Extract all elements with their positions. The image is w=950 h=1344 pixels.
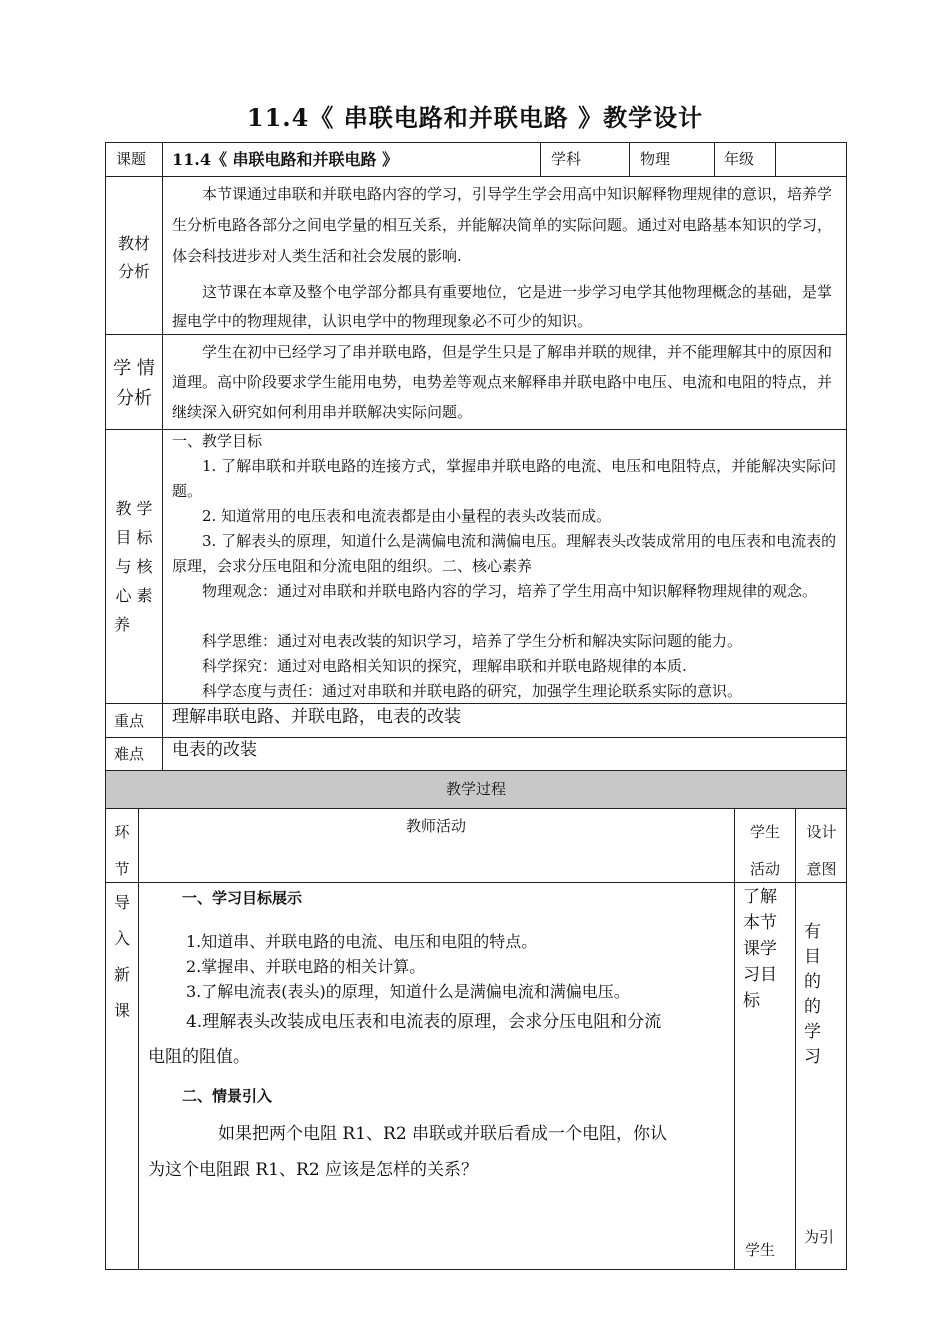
goals-heading: 一、教学目标 [172,432,263,450]
col-student-header-line2: 活动 [749,860,780,878]
intro-section-2-heading: 二、情景引入 [182,1087,273,1105]
material-label [114,230,154,286]
goals-label-line3: 与 核 [115,557,153,576]
core-competency-3: 科学探究：通过对电路相关知识的探究，理解串联和并联电路规律的本质. [202,657,687,675]
key-point-label: 重点 [114,712,145,730]
course-label: 课题 [116,150,147,168]
intro-goal-2: 2.掌握串、并联电路的相关计算。 [186,957,426,976]
col-stage-header-line2: 节 [114,860,130,878]
process-title: 教学过程 [445,780,506,798]
intro-design-intent-bottom: 为引 [804,1228,835,1246]
student-label-line2: 分析 [116,388,152,409]
col-design-header-line1: 设计 [806,823,837,841]
intro-student-activity-bottom: 学生 [745,1241,776,1259]
intro-section-1-heading: 一、学习目标展示 [182,889,303,907]
col-student-header-line1: 学生 [749,823,780,841]
student-analysis-paragraph: 学生在初中已经学习了串并联电路，但是学生只是了解串并联的规律，并不能理解其中的原因和道理。高中阶段要求学生能用电势，电势差等观点来解释串并联电路中电压、电流和电阻的特点，并继续深入研究如何利用串并联解决实际问题。 [172,343,833,421]
goals-label [112,494,156,639]
grade-label: 年级 [724,150,755,168]
goals-label-line4: 心 素 [115,586,153,605]
intro-student-activity: 了解本节课学习目标 [743,887,777,1011]
subject-label: 学科 [551,150,582,168]
goals-label-line1: 教 学 [115,499,153,518]
subject-value: 物理 [640,150,671,168]
intro-goal-4b: 电阻的阻值。 [148,1047,250,1067]
intro-scene-line-a: 如果把两个电阻 R1、R2 串联或并联后看成一个电阻，你认 [218,1124,668,1144]
material-label-line2: 分析 [117,262,150,281]
col-stage-header-line1: 环 [114,823,130,841]
goals-label-line5: 养 [114,615,131,634]
student-analysis-label [112,354,156,414]
intro-design-intent: 有目的的学习 [804,922,821,1067]
goals-label-line2: 目 标 [115,528,153,547]
difficulty-label: 难点 [114,745,145,763]
col-teacher-header: 教师活动 [405,817,466,835]
key-point-value: 理解串联电路、并联电路，电表的改装 [172,707,461,727]
difficulty-value: 电表的改装 [172,740,257,760]
core-competency-1: 物理观念：通过对串联和并联电路内容的学习，培养了学生用高中知识解释物理规律的观念。 [202,582,818,600]
document-title: 11.4《 串联电路和并联电路 》教学设计 [246,103,704,132]
material-paragraph-2: 这节课在本章及整个电学部分都具有重要地位，它是进一步学习电学其他物理概念的基础，是掌握电学中的物理规律，认识电学中的物理现象必不可少的知识。 [172,283,833,330]
col-design-header [796,814,847,888]
intro-stage-label: 导入新课 [113,893,130,1020]
col-student-header [735,814,795,888]
course-title: 11.4《 串联电路和并联电路 》 [172,150,399,169]
core-competency-4: 科学态度与责任：通过对串联和并联电路的研究，加强学生理论联系实际的意识。 [202,682,743,700]
material-paragraph-1: 本节课通过串联和并联电路内容的学习，引导学生学会用高中知识解释物理规律的意识，培养学生分析电路各部分之间电学量的相互关系，并能解决简单的实际问题。通过对电路基本知识的学习，体会科技进步对人类生活和社会发展的影响. [172,185,833,265]
intro-scene-line-b: 为这个电阻跟 R1、R2 应该是怎样的关系？ [148,1160,479,1180]
student-label-line1: 学 情 [113,358,155,379]
goal-item-2: 2. 知道常用的电压表和电流表都是由小量程的表头改装而成。 [202,507,612,525]
goal-item-3: 3. 了解表头的原理，知道什么是满偏电流和满偏电压。理解表头改装成常用的电压表和电流表的原理，会求分压电阻和分流电阻的组织。二、核心素养 [172,532,837,575]
col-design-header-line2: 意图 [806,860,837,878]
col-stage-header [106,814,138,888]
goal-item-1: 1. 了解串联和并联电路的连接方式，掌握串并联电路的电流、电压和电阻特点，并能解决实际问题。 [172,457,837,500]
intro-goal-4a: 4.理解表头改装成电压表和电流表的原理，会求分压电阻和分流 [186,1012,662,1032]
material-label-line1: 教材 [117,234,150,253]
intro-goal-3: 3.了解电流表(表头)的原理，知道什么是满偏电流和满偏电压。 [186,982,630,1001]
intro-goal-1: 1.知道串、并联电路的电流、电压和电阻的特点。 [186,932,538,951]
core-competency-2: 科学思维：通过对电表改装的知识学习，培养了学生分析和解决实际问题的能力。 [202,632,743,650]
